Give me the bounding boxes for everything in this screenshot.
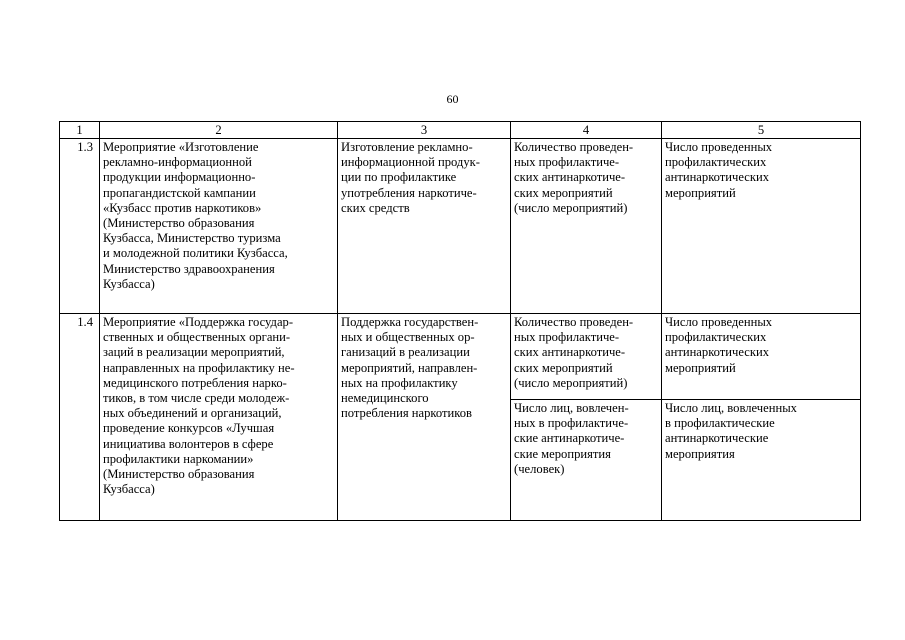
- indicator-cell: Количество проведен- ных профилактиче- ских антинаркотиче- ских мероприятий (число мероприятий): [511, 314, 662, 400]
- table-row: [60, 139, 861, 314]
- header-cell: 4: [511, 122, 662, 139]
- table-row: [60, 314, 861, 400]
- event-cell: Мероприятие «Изготовление рекламно-информационной продукции информационно- пропагандистской кампании «Кузбасс против наркотиков» (Министерство образования Кузбасса, Министерство туризма и молодежной политики Кузбасса, Министерство здравоохранения Кузбасса): [100, 139, 338, 314]
- table-header-row: [60, 122, 861, 139]
- indicator-cell: Количество проведен- ных профилактиче- ских антинаркотиче- ских мероприятий (число мероприятий): [511, 139, 662, 314]
- result-cell: Число проведенных профилактических антинаркотических мероприятий: [662, 139, 861, 314]
- header-cell: 3: [338, 122, 511, 139]
- description-cell: Поддержка государствен- ных и общественных ор- ганизаций в реализации мероприятий, направлен- ных на профилактику немедицинского потребления наркотиков: [338, 314, 511, 521]
- description-cell: Изготовление рекламно- информационной продук- ции по профилактике употребления наркотиче- ских средств: [338, 139, 511, 314]
- row-number: 1.3: [60, 139, 100, 314]
- row-number: 1.4: [60, 314, 100, 521]
- measures-table: [59, 121, 861, 521]
- event-cell: Мероприятие «Поддержка государ- ственных и общественных органи- заций в реализации мероприятий, направленных на профилактику не- медицинского потребления нарко- тиков, в том числе среди молодеж- ных объединений и организаций, проведение конкурсов «Лучшая инициатива волонтеров в сфере профилактики наркомании» (Министерство образования Кузбасса): [100, 314, 338, 521]
- result-cell: Число проведенных профилактических антинаркотических мероприятий: [662, 314, 861, 400]
- header-cell: 1: [60, 122, 100, 139]
- indicator-cell: Число лиц, вовлечен- ных в профилактиче- ские антинаркотиче- ские мероприятия (человек): [511, 400, 662, 521]
- page-number: 60: [446, 92, 459, 106]
- header-cell: 2: [100, 122, 338, 139]
- header-cell: 5: [662, 122, 861, 139]
- result-cell: Число лиц, вовлеченных в профилактические антинаркотические мероприятия: [662, 400, 861, 521]
